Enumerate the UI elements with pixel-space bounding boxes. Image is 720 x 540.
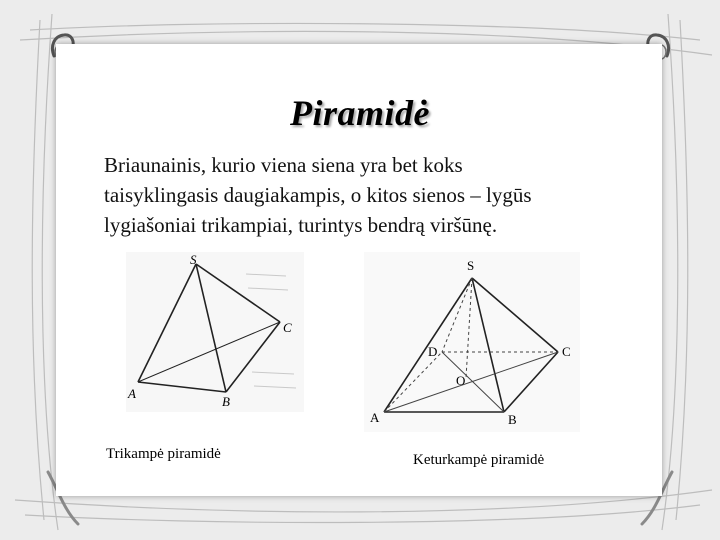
vertex-label-a: A xyxy=(370,410,380,425)
vertex-label-d: D xyxy=(428,344,438,359)
triangular-pyramid-figure xyxy=(126,252,304,412)
quadrilateral-pyramid-figure xyxy=(364,252,580,432)
vertex-label-s: S xyxy=(467,258,475,273)
definition-text: Briaunainis, kurio viena siena yra bet koks taisyklingasis daugiakampis, o kitos sienos – lygūs lygiašoniai trikampiai, turintys bendrą viršūnę. xyxy=(104,153,532,237)
vertex-label-c: C xyxy=(562,344,571,359)
vertex-label-a: A xyxy=(128,386,136,401)
vertex-label-o: O xyxy=(456,373,466,388)
vertex-label-c: C xyxy=(283,320,292,335)
vertex-label-b: B xyxy=(222,394,230,409)
vertex-label-b: B xyxy=(508,412,517,427)
slide-title: Piramidė xyxy=(290,93,430,133)
quadrilateral-pyramid-caption: Keturkampė piramidė xyxy=(413,452,545,468)
vertex-label-s: S xyxy=(190,252,197,267)
triangular-pyramid-caption: Trikampė piramidė xyxy=(106,446,221,462)
